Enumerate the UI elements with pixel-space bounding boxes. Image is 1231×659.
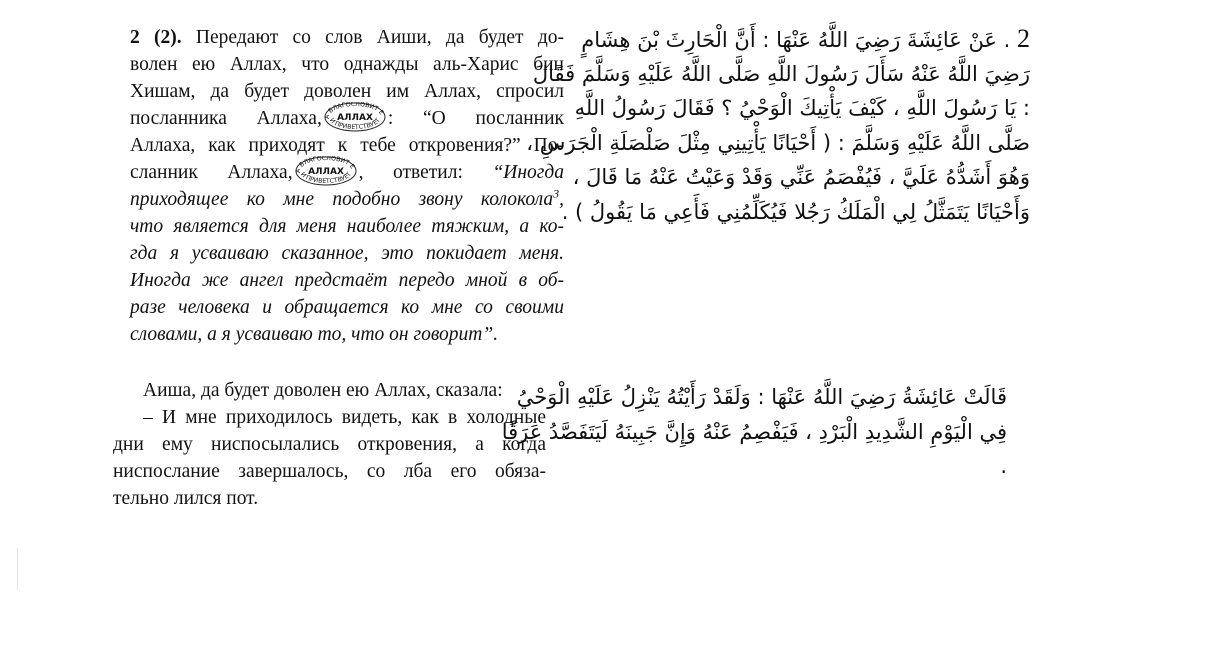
ru-line-1 (130, 24, 564, 51)
hadith-russian-text (130, 24, 564, 348)
ru-line-11: разе человека и обращается ко мне со своими (130, 297, 564, 318)
seal-bottom-text: И ПРИВЕТСТВУЕТ (327, 116, 382, 131)
aisha-ru-line-3: дни ему ниспосылались откровения, а когда (113, 434, 546, 455)
ar-line-6: وَأَحْيَانًا يَتَمَثَّلُ لِي الْمَلَكُ رَجُلا فَيُكَلِّمُنِي فَأَعِي مَا يَقُولُ ) . (561, 199, 1030, 224)
footnote-marker[interactable]: 3 (553, 186, 560, 201)
blessing-seal-icon (295, 156, 357, 186)
ru-line-5: Аллаха, как приходят к тебе откровения?” По- (130, 135, 564, 156)
blessing-seal-icon (324, 102, 386, 132)
ru-line-7 (130, 186, 564, 213)
ru-text: сланник Аллаха, (130, 162, 293, 183)
ru-line-4 (130, 101, 565, 132)
seal-middle-text: АЛЛАХ (307, 166, 344, 177)
ar-line-3: : يَا رَسُولَ اللَّهِ ، كَيْفَ يَأْتِيكَ الْوَحْيُ ؟ فَقَالَ رَسُولُ اللَّهِ (574, 96, 1030, 120)
ru-line-2: волен ею Аллах, что однажды аль-Харис бин (130, 54, 564, 75)
aisha-ru-line-4: ниспослание завершалось, со лба его обяза- (113, 461, 546, 482)
aisha-russian-text (113, 377, 546, 512)
arabic-hadith-number: 2 (1017, 24, 1030, 53)
aisha-ru-line-2 (113, 404, 546, 431)
ru-text: , ответил: (358, 162, 463, 183)
aisha-arabic-text (501, 380, 1007, 484)
ru-text: посланника Аллаха, (130, 108, 322, 129)
seal-bottom-text: И ПРИВЕТСТВУЕТ (298, 170, 353, 185)
ru-line-12: словами, а я усваиваю то, что он говорит”. (130, 324, 499, 345)
aisha-ru-line-1 (113, 377, 546, 404)
ru-text: – И мне приходилось видеть, как в холодные (143, 407, 546, 428)
ru-text: : “О посланник (387, 108, 565, 129)
aisha-ru-line-5: тельно лился пот. (113, 488, 259, 509)
ru-line-9: гда я усваиваю сказанное, это покидает меня. (130, 243, 564, 264)
margin-rule (17, 548, 18, 590)
ru-line-10: Иногда же ангел предстаёт передо мной в об- (130, 270, 564, 291)
seal-middle-text: АЛЛАХ (336, 112, 373, 123)
ru-text: Передают со слов Аиши, да будет до- (195, 27, 564, 48)
ar-line-1 (581, 22, 1030, 57)
aisha-ar-line-2: فِي الْيَوْمِ الشَّدِيدِ الْبَرْدِ ، فَيَفْصِمُ عَنْهُ وَإِنَّ جَبِينَهُ لَيَتَفَصَّدُ عَرَقًا (501, 419, 1007, 444)
aisha-ar-line-3: . (1000, 454, 1007, 478)
ar-text: . عَنْ عَائِشَةَ رَضِيَ اللَّهُ عَنْهَا : أَنَّ الْحَارِثَ بْنَ هِشَامٍ (581, 28, 1011, 52)
ru-text-italic: “Иногда (492, 162, 565, 183)
ar-line-5: وَهُوَ أَشَدُّهُ عَلَيَّ ، فَيُفْصَمُ عَنِّي وَقَدْ وَعَيْتُ عَنْهُ مَا قَالَ ، (572, 165, 1030, 189)
ar-line-2: رَضِيَ اللَّهُ عَنْهُ سَأَلَ رَسُولَ اللَّهِ صَلَّى اللَّهُ عَلَيْهِ وَسَلَّمَ فَقَالَ (532, 61, 1030, 86)
ru-text: Аиша, да будет доволен ею Аллах, сказала: (143, 380, 503, 401)
ru-line-8: что является для меня наиболее тяжким, а ко- (130, 216, 564, 237)
ru-line-3: Хишам, да будет доволен им Аллах, спросил (130, 81, 564, 102)
seal-top-text: А БЛАГОСЛОВИТ Е (323, 101, 385, 119)
aisha-ar-line-1: قَالَتْ عَائِشَةُ رَضِيَ اللَّهُ عَنْهَا : وَلَقَدْ رَأَيْتُهُ يَنْزِلُ عَلَيْهِ الْوَحْيُ (516, 385, 1007, 409)
ru-text-italic: , (559, 189, 564, 210)
hadith-number: 2 (2). (130, 27, 182, 48)
ar-line-4: صَلَّى اللَّهُ عَلَيْهِ وَسَلَّمَ : ( أَحْيَانًا يَأْتِينِي مِثْلَ صَلْصَلَةِ الْجَرَسِ ، (526, 130, 1030, 155)
ru-line-6 (130, 155, 565, 186)
ru-text-italic: приходящее ко мне подобно звону колокола (130, 189, 554, 210)
seal-top-text: А БЛАГОСЛОВИТ Е (294, 155, 356, 173)
